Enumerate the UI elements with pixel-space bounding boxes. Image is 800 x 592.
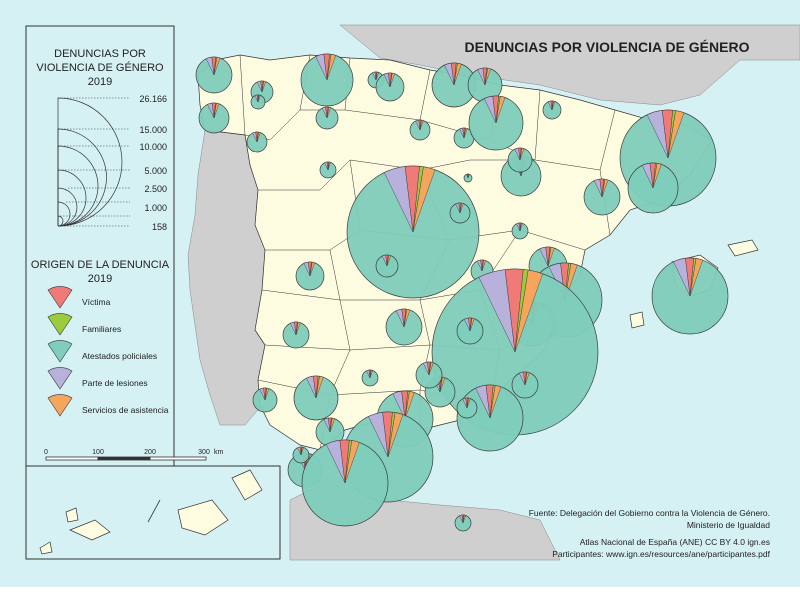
legend-panel	[26, 26, 174, 466]
scale-tick-100: 100	[92, 449, 104, 456]
scale-unit: km	[214, 449, 224, 456]
source-line-1: Fuente: Delegación del Gobierno contra la Violencia de Género.	[528, 508, 770, 518]
origin-label-atestados: Atestados policiales	[82, 351, 158, 361]
credit-line-1: Atlas Nacional de España (ANE) CC BY 4.0 ign.es	[579, 537, 770, 547]
scale-tick-300: 300	[198, 449, 210, 456]
scale-tick-0: 0	[44, 449, 48, 456]
size-value-158: 158	[151, 222, 167, 232]
origin-label-parte-lesiones: Parte de lesiones	[82, 378, 148, 388]
canary-islands-inset	[26, 466, 280, 559]
origin-label-familiares: Familiares	[82, 324, 122, 334]
map-title: DENUNCIAS POR VIOLENCIA DE GÉNERO	[464, 39, 750, 55]
origin-label-victima: Víctima	[82, 297, 111, 307]
size-legend-title-line-3: 2019	[87, 76, 113, 88]
size-value-15000: 15.000	[139, 125, 167, 135]
size-value-5000: 5.000	[144, 166, 167, 176]
size-legend-title-line-1: DENUNCIAS POR	[54, 48, 146, 60]
scale-tick-200: 200	[144, 449, 156, 456]
origin-label-servicios: Servicios de asistencia	[82, 405, 169, 415]
size-value-2500: 2.500	[144, 184, 167, 194]
credit-line-2: Participantes: www.ign.es/resources/ane/participantes.pdf	[552, 549, 770, 559]
island-ibiza	[630, 312, 644, 328]
size-value-26166: 26.166	[139, 94, 167, 104]
size-value-10000: 10.000	[139, 142, 167, 152]
size-value-1000: 1.000	[144, 203, 167, 213]
origin-legend-title-line-2: 2019	[87, 273, 113, 285]
source-line-2: Ministerio de Igualdad	[686, 520, 770, 530]
size-legend-title-line-2: VIOLENCIA DE GÉNERO	[36, 62, 164, 74]
origin-legend-title-line-1: ORIGEN DE LA DENUNCIA	[30, 259, 170, 271]
